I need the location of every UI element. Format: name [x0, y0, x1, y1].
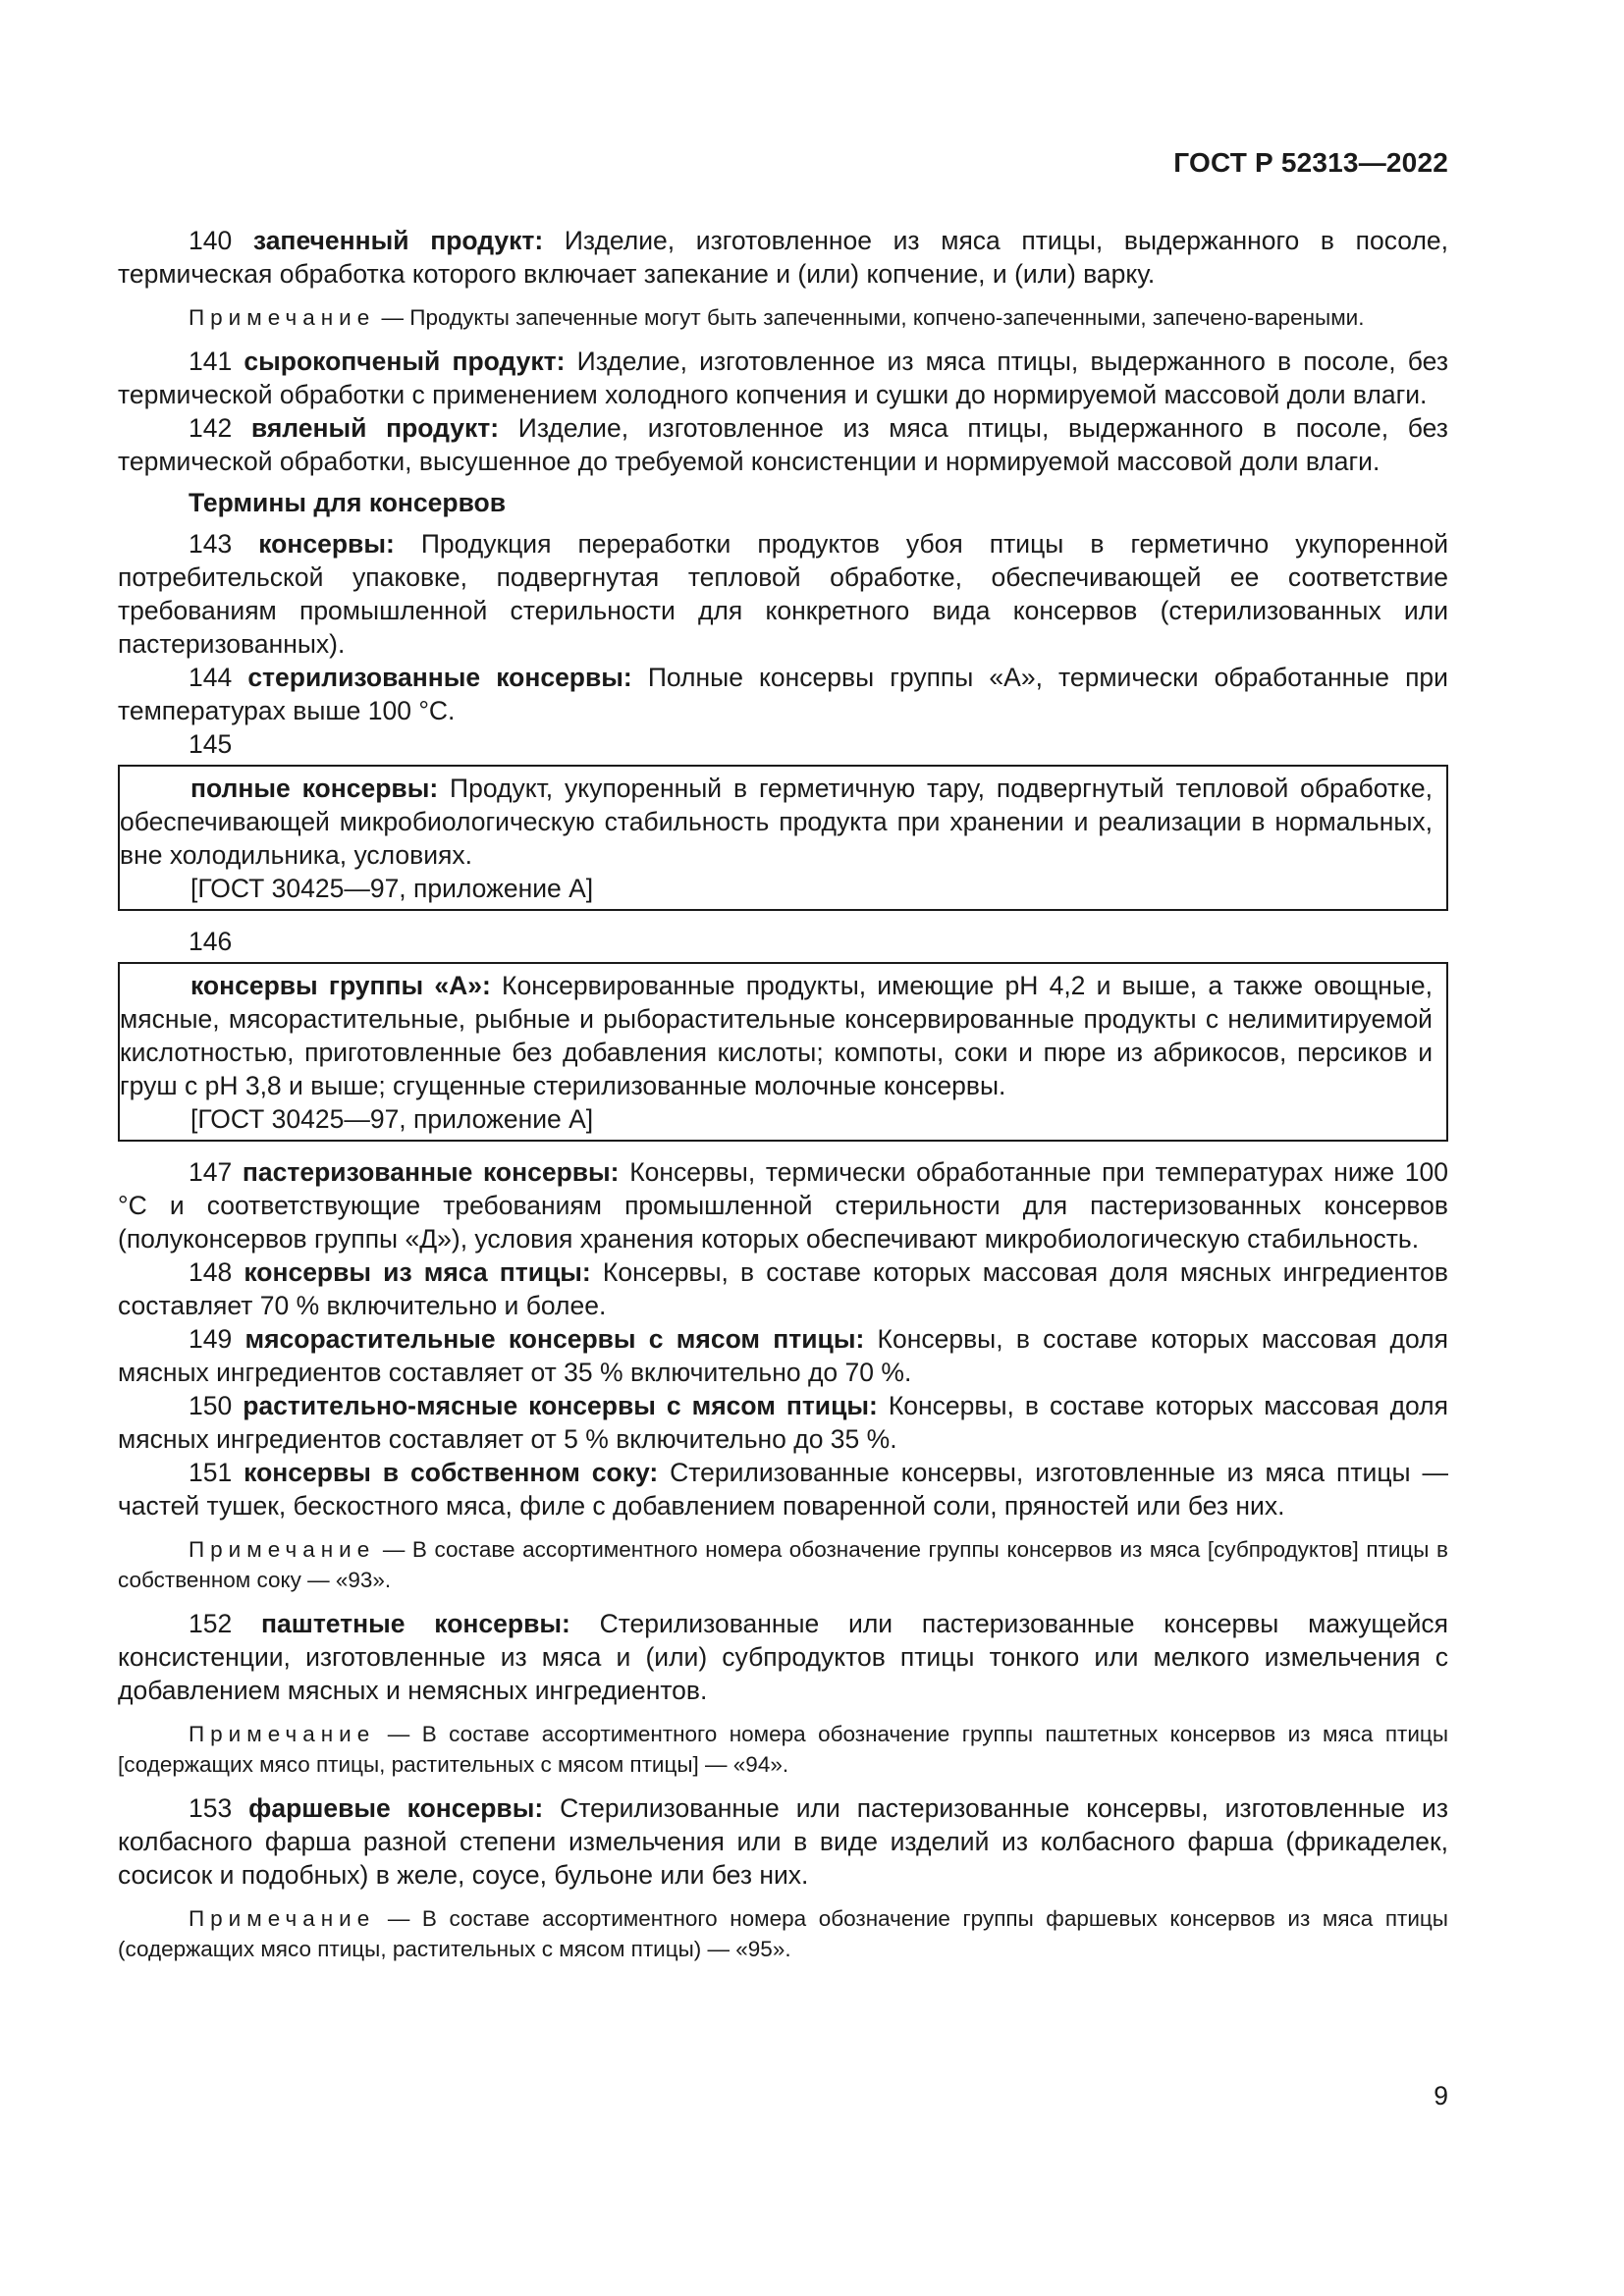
note-text: Продукты запеченные могут быть запеченными, копчено-запеченными, запечено-вареными. [409, 305, 1365, 330]
term-146-number: 146 [189, 927, 233, 956]
term-number: 149 [189, 1324, 233, 1354]
term-name: растительно-мясные консервы с мясом птицы: [243, 1391, 878, 1420]
section-heading: Термины для консервов [189, 488, 507, 517]
term-153 [118, 1791, 1448, 1892]
term-definition: Изделие, изготовленное из мяса птицы, выдержанного в посоле, без термической обработки с применением холодного копчения и сушки до нормируемой массовой доли влаги. [118, 347, 1448, 409]
term-name: паштетные консервы: [260, 1609, 570, 1638]
term-name: стерилизованные консервы: [247, 663, 632, 692]
term-definition: Консервированные продукты, имеющие pH 4,2 и выше, а также овощные, мясные, мясорастительные, рыбные и рыборастительные консервированные продукты с нелимитируемой кислотностью, приготовленные без добавления кислоты; компоты, соки и пюре из абрикосов, персиков и груш с pH 3,8 и выше; сгущенные стерилизованные молочные консервы. [120, 971, 1433, 1100]
term-definition: Изделие, изготовленное из мяса птицы, выдержанного в посоле, без термической обработки, высушенное до требуемой консистенции и нормируемой массовой доли влаги. [118, 413, 1448, 476]
term-152 [118, 1607, 1448, 1707]
note-dash: — [382, 1537, 406, 1562]
term-149 [118, 1322, 1448, 1389]
term-definition: Консервы, в составе которых массовая доля мясных ингредиентов составляет от 5 % включительно до 35 %. [118, 1391, 1448, 1454]
term-name: фаршевые консервы: [248, 1793, 544, 1823]
term-name: мясорастительные консервы с мясом птицы: [244, 1324, 865, 1354]
term-number: 142 [189, 413, 233, 443]
term-number: 150 [189, 1391, 233, 1420]
term-number: 147 [189, 1157, 233, 1187]
term-142 [118, 411, 1448, 478]
term-definition: Стерилизованные или пастеризованные консервы, изготовленные из колбасного фарша разной степени измельчения или в виде изделий из колбасного фарша (фрикаделек, сосисок и подобных) в желе, соусе, бульоне или без них. [118, 1793, 1448, 1890]
term-146 [120, 969, 1433, 1102]
term-number: 143 [189, 529, 233, 559]
note-140 [118, 302, 1448, 333]
note-text: В составе ассортиментного номера обозначение группы консервов из мяса [субпродуктов] птицы в собственном соку — «93». [118, 1537, 1448, 1592]
note-151 [118, 1534, 1448, 1595]
term-number: 152 [189, 1609, 233, 1638]
term-definition: Стерилизованные или пастеризованные консервы мажущейся консистенции, изготовленные из мяса и (или) субпродуктов птицы тонкого или мелкого измельчения с добавлением мясных и немясных ингредиентов. [118, 1609, 1448, 1705]
term-150 [118, 1389, 1448, 1456]
term-145 [120, 772, 1433, 872]
term-definition: Продукция переработки продуктов убоя птицы в герметично укупоренной потребительской упаковке, подвергнутая тепловой обработке, обеспечивающей ее соответствие требованиям промышленной стерильности для конкретного вида консервов (стерилизованных или пастеризованных). [118, 529, 1448, 659]
note-152 [118, 1719, 1448, 1780]
document-content [118, 224, 1448, 1976]
term-number: 153 [189, 1793, 233, 1823]
term-name: вяленый продукт: [250, 413, 500, 443]
term-name: полные консервы: [190, 774, 439, 803]
term-145-number: 145 [189, 729, 233, 759]
term-number: 144 [189, 663, 233, 692]
term-name: консервы группы «А»: [190, 971, 491, 1000]
term-name: консервы в собственном соку: [244, 1458, 659, 1487]
note-dash: — [381, 305, 404, 330]
note-text: В составе ассортиментного номера обозначение группы фаршевых консервов из мяса птицы (содержащих мясо птицы, растительных с мясом птицы) — «95». [118, 1906, 1448, 1961]
term-definition: Продукт, укупоренный в герметичную тару, подвергнутый тепловой обработке, обеспечивающей микробиологическую стабильность продукта при хранении и реализации в нормальных, вне холодильника, условиях. [120, 774, 1433, 870]
term-151 [118, 1456, 1448, 1522]
term-definition: Изделие, изготовленное из мяса птицы, выдержанного в посоле, термическая обработка которого включает запекание и (или) копчение, и (или) варку. [118, 226, 1449, 289]
term-148 [118, 1255, 1448, 1322]
term-definition: Полные консервы группы «А», термически обработанные при температурах выше 100 °C. [118, 663, 1448, 725]
document-header: ГОСТ Р 52313—2022 [1173, 147, 1448, 178]
term-146-box [118, 962, 1448, 1142]
term-number: 140 [189, 226, 233, 255]
note-153 [118, 1903, 1448, 1964]
term-name: пастеризованные консервы: [242, 1157, 620, 1187]
term-name: консервы из мяса птицы: [244, 1257, 591, 1287]
note-dash: — [387, 1722, 410, 1746]
term-definition: Консервы, термически обработанные при температурах ниже 100 °C и соответствующие требованиям промышленной стерильности для пастеризованных консервов (полуконсервов группы «Д»), условия хранения которых обеспечивают микробиологическую стабильность. [118, 1157, 1448, 1254]
term-145-box [118, 765, 1448, 911]
term-definition: Консервы, в составе которых массовая доля мясных ингредиентов составляет 70 % включительно и более. [118, 1257, 1448, 1320]
term-number: 151 [189, 1458, 233, 1487]
term-name: сырокопченый продукт: [244, 347, 566, 376]
term-reference: [ГОСТ 30425—97, приложение А] [190, 874, 594, 903]
term-143 [118, 527, 1448, 661]
term-reference: [ГОСТ 30425—97, приложение А] [190, 1104, 594, 1134]
note-label: Примечание [189, 305, 376, 330]
page-number: 9 [1434, 2081, 1448, 2110]
term-definition: Консервы, в составе которых массовая доля мясных ингредиентов составляет от 35 % включительно до 70 %. [118, 1324, 1448, 1387]
note-label: Примечание [189, 1537, 376, 1562]
note-text: В составе ассортиментного номера обозначение группы паштетных консервов из мяса птицы [содержащих мясо птицы, растительных с мясом птицы] — «94». [118, 1722, 1448, 1777]
term-number: 148 [189, 1257, 233, 1287]
note-label: Примечание [189, 1906, 376, 1931]
note-label: Примечание [189, 1722, 376, 1746]
term-definition: Стерилизованные консервы, изготовленные из мяса птицы — частей тушек, бескостного мяса, филе с добавлением поваренной соли, пряностей или без них. [118, 1458, 1448, 1521]
term-141 [118, 345, 1448, 411]
term-name: запеченный продукт: [252, 226, 544, 255]
term-140 [118, 224, 1448, 291]
term-number: 141 [189, 347, 233, 376]
term-name: консервы: [258, 529, 395, 559]
note-dash: — [387, 1906, 410, 1931]
term-147 [118, 1155, 1448, 1255]
term-144 [118, 661, 1448, 727]
